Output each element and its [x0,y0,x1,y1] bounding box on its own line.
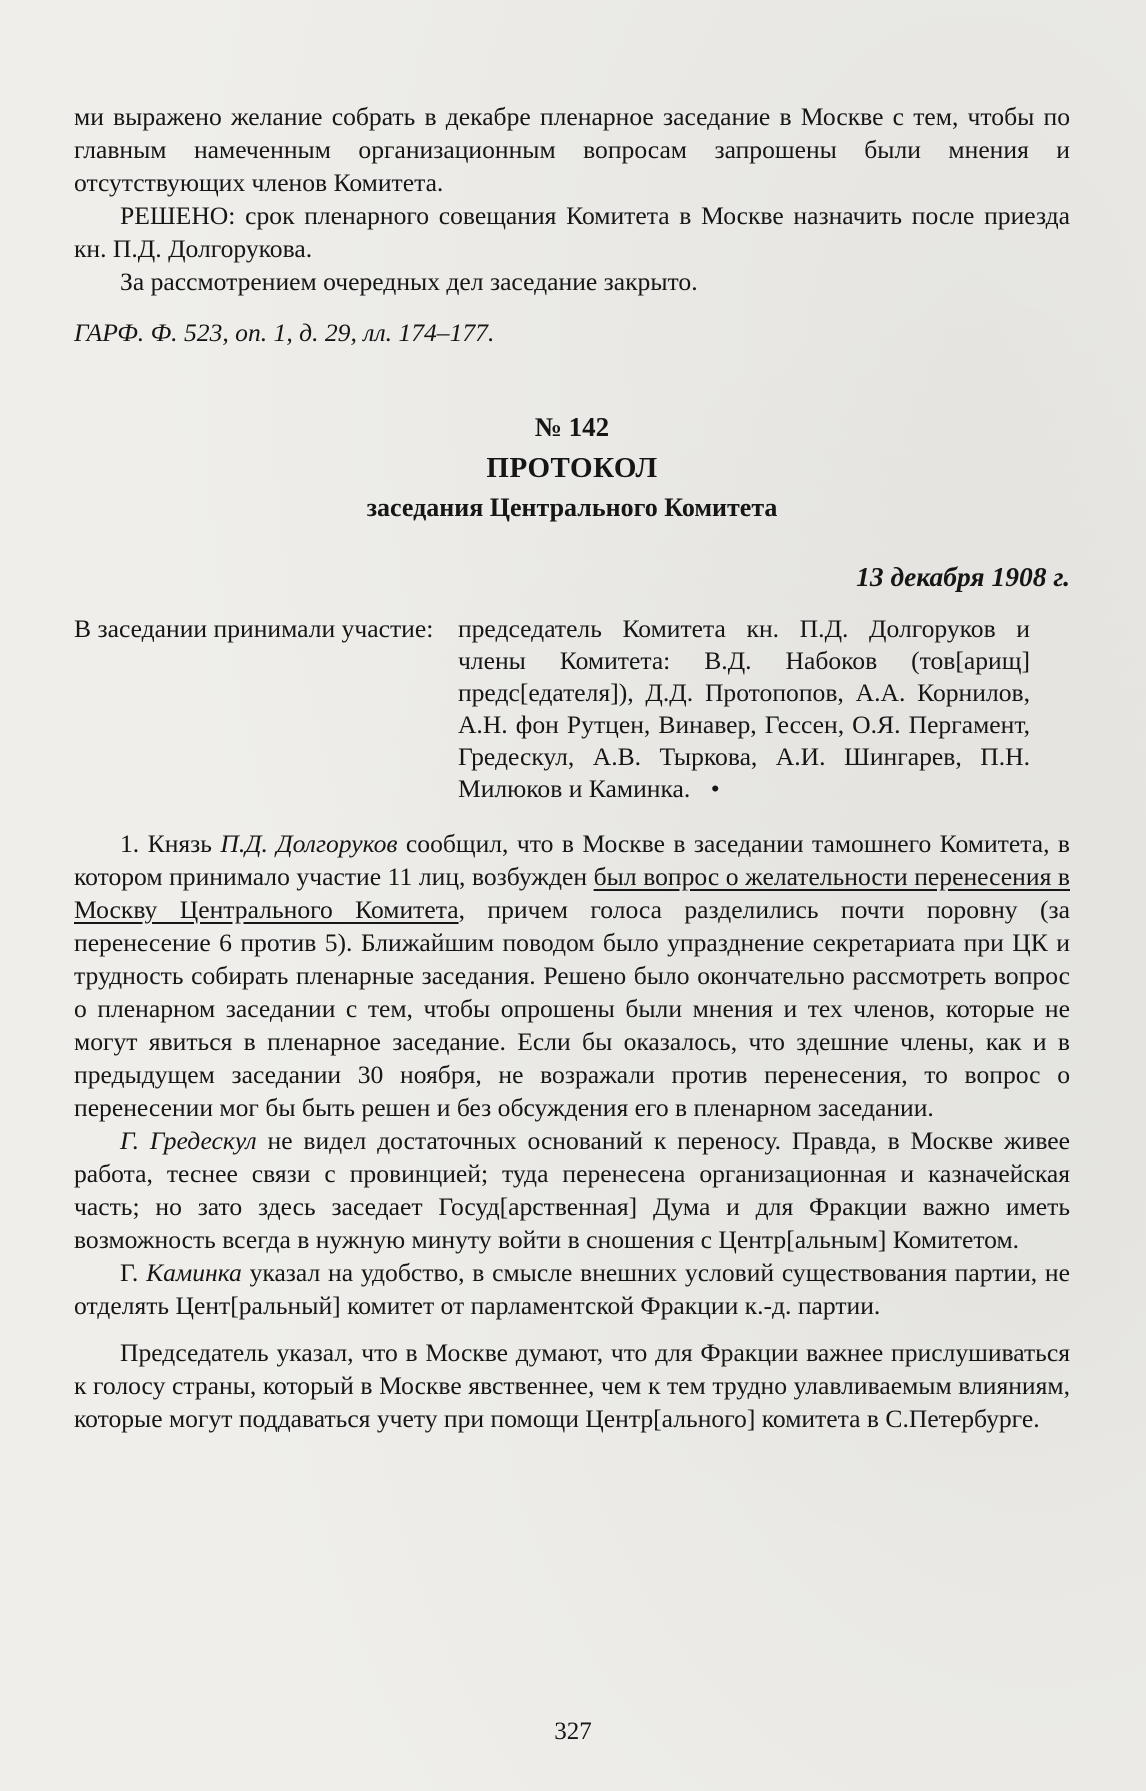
stray-mark: • [710,774,720,803]
gredeskul-paragraph [74,1124,1070,1256]
item-1-text-b: , причем голоса разделились почти поровну (за перенесение 6 против 5). Ближайшим поводом было упразднение секретариата при ЦК и трудность собирать пленарные заседания. Решено было окончательно рассмотреть вопрос о пленарном заседании с тем, чтобы опрошены были мнения и тех членов, которые не могут явиться в пленарное заседание. Если бы оказалось, что здешние члены, как и в предыдущем заседании 30 ноября, не возражали против перенесения, то вопрос о перенесении мог бы быть решен и без обсуждения его в пленарном заседании. [74,895,1070,1122]
page-number: 327 [554,1718,592,1745]
continued-paragraph: ми выражено желание собрать в декабре пленарное заседание в Москве с тем, чтобы по главным намеченным организационным вопросам запрошены были мнения и отсутствующих членов Комитета. [74,102,1070,197]
document-date: 13 декабря 1908 г. [856,561,1070,592]
attendance-label: В заседании принимали участие: [74,614,434,643]
closing-paragraph: За рассмотрением очередных дел заседание закрыто. [120,267,698,296]
item-1-text-a: сообщил, что в Москве в заседании тамошнего Комитета, в котором принимало участие 11 лиц, возбужден [74,829,1070,891]
gredeskul-speaker: Г. Гредескул [120,1126,257,1155]
kaminka-paragraph [74,1256,1070,1322]
item-1-speaker: П.Д. Долгоруков [220,829,398,858]
decision-paragraph: РЕШЕНО: срок пленарного совещания Комитета в Москве назначить после приезда кн. П.Д. Долгорукова. [74,201,1070,263]
kaminka-text: указал на удобство, в смысле внешних условий существования партии, не отделять Цент[ральный] комитет от парламентской Фракции к.-д. партии. [74,1258,1070,1320]
chairman-paragraph: Председатель указал, что в Москве думают, что для Фракции важнее прислушиваться к голосу страны, который в Москве явственнее, чем к тем трудно улавливаемым влияниям, которые могут поддаваться учету при помощи Центр[ального] комитета в С.Петербурге. [74,1338,1070,1433]
item-1-underlined: был вопрос о желательности перенесения в Москву Центрального Комитета [74,862,1070,924]
kaminka-prefix: Г. [120,1258,147,1287]
archive-source: ГАРФ. Ф. 523, оп. 1, д. 29, лл. 174–177. [74,318,495,347]
document-number: № 142 [534,412,610,442]
item-1-paragraph [74,827,1070,1124]
kaminka-speaker: Каминка [146,1258,242,1287]
text-column [74,100,1070,1435]
document-subtitle: заседания Центрального Комитета [366,493,778,522]
attendance-members [458,613,1070,805]
members-text: председатель Комитета кн. П.Д. Долгоруков и члены Комитета: В.Д. Набоков (тов[арищ] предс[едателя]), Д.Д. Протопопов, А.А. Корнилов, А.Н. фон Рутцен, Винавер, Гессен, О.Я. Пергамент, Гредескул, А.В. Тыркова, А.И. Шингарев, П.Н. Милюков и Каминка. [457,614,1030,803]
document-title: ПРОТОКОЛ [486,452,658,484]
item-1-number: 1. Князь [120,829,221,858]
gredeskul-text: не видел достаточных оснований к переносу. Правда, в Москве живее работа, теснее связи с провинцией; туда перенесена организационная и казначейская часть; но зато здесь заседает Госуд[арственная] Дума и для Фракции важно иметь возможность всегда в нужную минуту войти в сношения с Центр[альным] Комитетом. [74,1126,1070,1254]
attendance-block [74,613,1070,805]
